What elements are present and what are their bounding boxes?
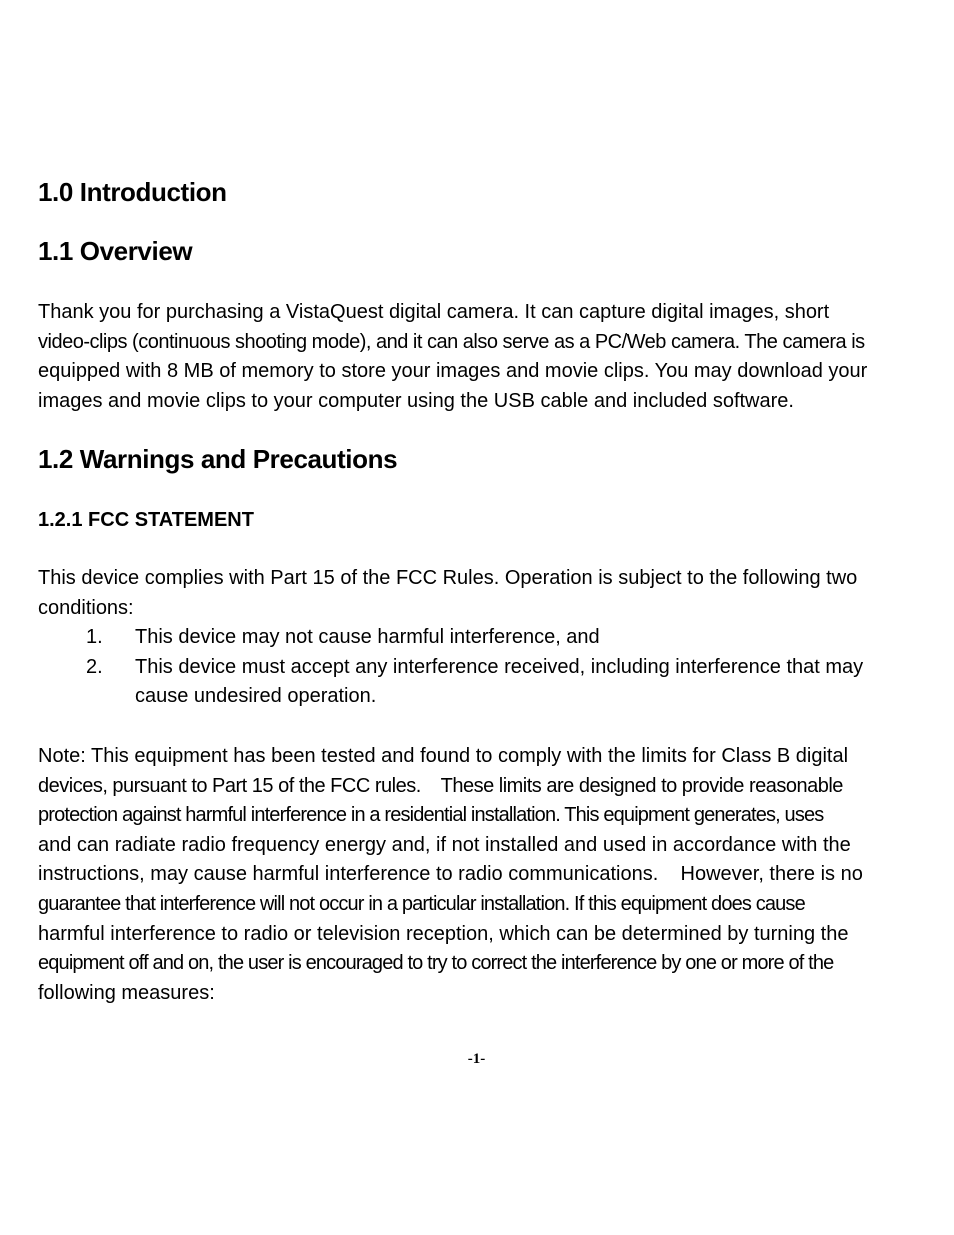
condition-number: 1. [86,626,103,648]
condition-line: This device may not cause harmful interference, and [135,626,600,648]
condition-line: This device must accept any interference received, including interference that may [135,655,864,678]
fcc-intro-paragraph [38,564,894,623]
note-line: devices, pursuant to Part 15 of the FCC rules. These limits are designed to provide reasonable [38,774,843,797]
overview-paragraph [38,298,894,416]
fcc-intro-line: This device complies with Part 15 of the FCC Rules. Operation is subject to the following two [38,567,858,589]
overview-line: equipped with 8 MB of memory to store your images and movie clips. You may download your [38,360,868,383]
note-line: equipment off and on, the user is encouraged to try to correct the interference by one or more of the [38,952,834,975]
note-line: following measures: [38,981,215,1004]
note-line: instructions, may cause harmful interference to radio communications. However, there is no [38,863,863,886]
condition-line: cause undesired operation. [135,685,377,708]
conditions-list [38,623,894,712]
note-paragraph [38,742,894,1008]
note-line: guarantee that interference will not occur in a particular installation. If this equipment does cause [38,892,805,915]
condition-number: 2. [86,655,103,678]
document-page [38,0,898,1235]
condition-item [38,653,894,712]
overview-line: images and movie clips to your computer using the USB cable and included software. [38,389,794,412]
fcc-intro-line: conditions: [38,596,134,619]
note-line: and can radiate radio frequency energy and, if not installed and used in accordance with the [38,833,851,856]
note-line: Note: This equipment has been tested and found to comply with the limits for Class B digital [38,745,849,767]
warnings-heading: 1.2 Warnings and Precautions [38,444,398,474]
overview-line: video-clips (continuous shooting mode), and it can also serve as a PC/Web camera. The camera is [38,330,865,353]
page-number: -1- [467,1051,486,1067]
fcc-statement-heading: 1.2.1 FCC STATEMENT [38,509,254,531]
note-line: protection against harmful interference in a residential installation. This equipment generates, uses [38,804,824,827]
overview-line: Thank you for purchasing a VistaQuest digital camera. It can capture digital images, short [38,301,830,323]
intro-heading: 1.0 Introduction [38,177,227,207]
note-line: harmful interference to radio or television reception, which can be determined by turning the [38,922,849,945]
overview-heading: 1.1 Overview [38,236,193,266]
condition-item [38,623,894,653]
